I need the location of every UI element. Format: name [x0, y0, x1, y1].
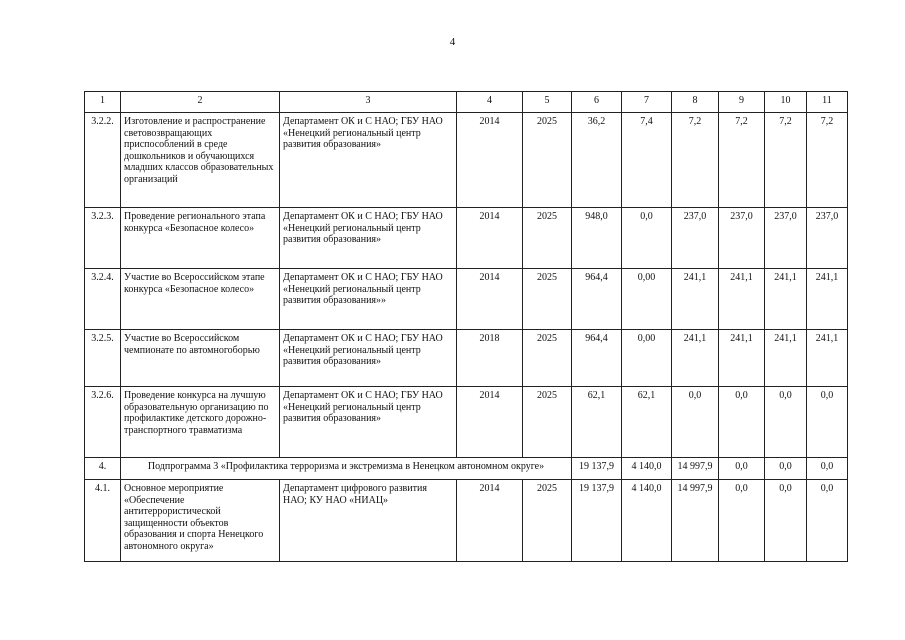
table-row	[85, 269, 848, 330]
end-year: 2025	[523, 480, 572, 562]
header-cell: 8	[672, 92, 719, 113]
header-cell: 5	[523, 92, 572, 113]
header-cell: 11	[807, 92, 848, 113]
value-cell: 241,1	[765, 330, 807, 387]
activity-name: Участие во Всероссийском этапе конкурса «Безопасное колесо»	[121, 269, 280, 330]
table-row	[85, 208, 848, 269]
value-cell: 62,1	[622, 387, 672, 458]
subprogram-title: Подпрограмма 3 «Профилактика терроризма и экстремизма в Ненецком автономном округе»	[121, 458, 572, 480]
value-cell: 4 140,0	[622, 458, 672, 480]
value-cell: 241,1	[672, 330, 719, 387]
start-year: 2014	[457, 480, 523, 562]
end-year: 2025	[523, 269, 572, 330]
activity-name: Проведение регионального этапа конкурса «Безопасное колесо»	[121, 208, 280, 269]
row-number: 3.2.5.	[85, 330, 121, 387]
executor: Департамент ОК и С НАО; ГБУ НАО «Ненецкий региональный центр развития образования»	[280, 113, 457, 208]
table-row	[85, 113, 848, 208]
header-cell: 1	[85, 92, 121, 113]
table-row	[85, 480, 848, 562]
value-cell: 0,0	[622, 208, 672, 269]
value-cell: 0,0	[807, 458, 848, 480]
end-year: 2025	[523, 208, 572, 269]
value-cell: 0,0	[807, 387, 848, 458]
value-cell: 0,0	[719, 458, 765, 480]
page-number: 4	[449, 36, 456, 48]
value-cell: 0,00	[622, 330, 672, 387]
start-year: 2018	[457, 330, 523, 387]
value-cell: 0,0	[807, 480, 848, 562]
end-year: 2025	[523, 113, 572, 208]
end-year: 2025	[523, 330, 572, 387]
value-cell: 7,2	[672, 113, 719, 208]
value-cell: 237,0	[672, 208, 719, 269]
start-year: 2014	[457, 208, 523, 269]
start-year: 2014	[457, 387, 523, 458]
activity-name: Участие во Всероссийском чемпионате по автомногоборью	[121, 330, 280, 387]
value-cell: 241,1	[807, 330, 848, 387]
value-total: 62,1	[572, 387, 622, 458]
row-number: 3.2.4.	[85, 269, 121, 330]
value-total: 19 137,9	[572, 458, 622, 480]
value-cell: 241,1	[765, 269, 807, 330]
row-number: 3.2.6.	[85, 387, 121, 458]
value-total: 964,4	[572, 269, 622, 330]
value-total: 964,4	[572, 330, 622, 387]
value-total: 948,0	[572, 208, 622, 269]
row-number: 3.2.2.	[85, 113, 121, 208]
start-year: 2014	[457, 269, 523, 330]
program-table	[84, 91, 848, 562]
value-cell: 0,00	[622, 269, 672, 330]
executor: Департамент ОК и С НАО; ГБУ НАО «Ненецкий региональный центр развития образования»	[280, 330, 457, 387]
value-cell: 0,0	[765, 458, 807, 480]
value-total: 36,2	[572, 113, 622, 208]
activity-name: Проведение конкурса на лучшую образовательную организацию по профилактике детского дорожно-транспортного травматизма	[121, 387, 280, 458]
executor: Департамент ОК и С НАО; ГБУ НАО «Ненецкий региональный центр развития образования»»	[280, 269, 457, 330]
activity-name: Изготовление и распространение световозвращающих приспособлений в среде дошкольников и обучающихся младших классов образовательных организаций	[121, 113, 280, 208]
value-cell: 241,1	[719, 330, 765, 387]
value-cell: 7,2	[719, 113, 765, 208]
activity-name: Основное мероприятие «Обеспечение антитеррористической защищенности объектов образования и спорта Ненецкого автономного округа»	[121, 480, 280, 562]
header-row	[85, 92, 848, 113]
value-cell: 0,0	[765, 480, 807, 562]
value-cell: 241,1	[672, 269, 719, 330]
value-cell: 7,2	[765, 113, 807, 208]
value-total: 19 137,9	[572, 480, 622, 562]
value-cell: 0,0	[719, 480, 765, 562]
value-cell: 14 997,9	[672, 480, 719, 562]
value-cell: 241,1	[807, 269, 848, 330]
value-cell: 0,0	[719, 387, 765, 458]
header-cell: 2	[121, 92, 280, 113]
start-year: 2014	[457, 113, 523, 208]
table-row	[85, 330, 848, 387]
row-number: 4.	[85, 458, 121, 480]
row-number: 4.1.	[85, 480, 121, 562]
header-cell: 7	[622, 92, 672, 113]
value-cell: 14 997,9	[672, 458, 719, 480]
table-row	[85, 387, 848, 458]
value-cell: 237,0	[719, 208, 765, 269]
value-cell: 0,0	[765, 387, 807, 458]
executor: Департамент ОК и С НАО; ГБУ НАО «Ненецкий региональный центр развития образования»	[280, 387, 457, 458]
value-cell: 7,2	[807, 113, 848, 208]
header-cell: 4	[457, 92, 523, 113]
value-cell: 241,1	[719, 269, 765, 330]
header-cell: 9	[719, 92, 765, 113]
subprogram-row	[85, 458, 848, 480]
header-cell: 10	[765, 92, 807, 113]
value-cell: 4 140,0	[622, 480, 672, 562]
header-cell: 6	[572, 92, 622, 113]
value-cell: 0,0	[672, 387, 719, 458]
value-cell: 237,0	[807, 208, 848, 269]
end-year: 2025	[523, 387, 572, 458]
value-cell: 237,0	[765, 208, 807, 269]
executor: Департамент цифрового развития НАО; КУ НАО «НИАЦ»	[280, 480, 457, 562]
executor: Департамент ОК и С НАО; ГБУ НАО «Ненецкий региональный центр развития образования»	[280, 208, 457, 269]
header-cell: 3	[280, 92, 457, 113]
row-number: 3.2.3.	[85, 208, 121, 269]
value-cell: 7,4	[622, 113, 672, 208]
